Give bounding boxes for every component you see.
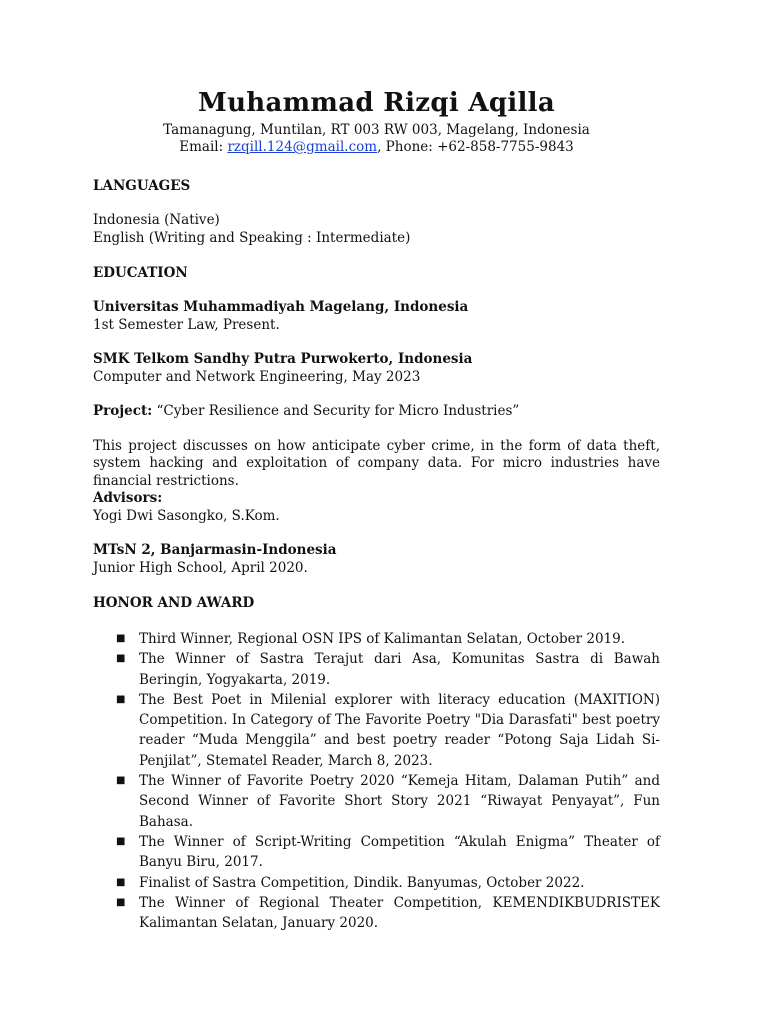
language-item: English (Writing and Speaking : Intermediate) — [93, 229, 411, 246]
school-detail: Computer and Network Engineering, May 2023 — [93, 368, 421, 385]
bullet-icon: ■ — [116, 693, 126, 705]
bullet-icon: ■ — [116, 775, 126, 787]
award-text: The Winner of Script-Writing Competition “Akulah Enigma” Theater of Banyu Biru, 2017. — [139, 833, 660, 871]
resume-page — [93, 84, 660, 933]
project-title: “Cyber Resilience and Security for Micro Industries” — [152, 403, 520, 419]
list-item — [93, 893, 660, 934]
education-heading: EDUCATION — [93, 265, 188, 281]
bullet-icon: ■ — [116, 653, 126, 665]
award-text: The Winner of Sastra Terajut dari Asa, Komunitas Sastra di Bawah Beringin, Yogyakarta, 2019. — [139, 651, 660, 688]
contact-line — [93, 139, 660, 156]
award-text: Third Winner, Regional OSN IPS of Kalimantan Selatan, October 2019. — [139, 631, 626, 647]
languages-heading: LANGUAGES — [93, 178, 191, 194]
project-description: This project discusses on how anticipate cyber crime, in the form of data theft, system hacking and exploitation of company data. For micro industries have financial restrictions. — [93, 437, 660, 489]
advisors-label: Advisors: — [93, 490, 163, 506]
bullet-icon: ■ — [116, 633, 126, 644]
awards-list — [93, 629, 660, 933]
list-item — [93, 771, 660, 832]
address-line: Tamanagung, Muntilan, RT 003 RW 003, Magelang, Indonesia — [163, 122, 590, 138]
school-name: SMK Telkom Sandhy Putra Purwokerto, Indonesia — [93, 351, 473, 367]
email-prefix: Email: — [179, 139, 228, 155]
list-item — [93, 649, 660, 690]
award-text: The Best Poet in Milenial explorer with literacy education (MAXITION) Competition. In Category of The Favorite Poetry "Dia Darasfati" best poetry reader “Muda Menggila” and best poetry reader “Potong Saja Lidah Si-Penjilat”, Stematel Reader, March 8, 2023. — [139, 691, 660, 769]
bullet-icon: ■ — [116, 835, 126, 847]
school-name: Universitas Muhammadiyah Magelang, Indonesia — [93, 299, 469, 315]
bullet-icon: ■ — [116, 896, 126, 908]
award-text: The Winner of Regional Theater Competition, KEMENDIKBUDRISTEK Kalimantan Selatan, January 2020. — [139, 894, 660, 932]
school-detail: 1st Semester Law, Present. — [93, 316, 280, 333]
bullet-icon: ■ — [116, 876, 126, 888]
award-text: The Winner of Favorite Poetry 2020 “Kemeja Hitam, Dalaman Putih” and Second Winner of Favorite Short Story 2021 “Riwayat Penyayat”, Fun Bahasa. — [139, 773, 660, 830]
school-name: MTsN 2, Banjarmasin-Indonesia — [93, 542, 337, 558]
language-item: Indonesia (Native) — [93, 212, 220, 228]
school-detail: Junior High School, April 2020. — [93, 559, 308, 576]
project-label: Project: — [93, 403, 153, 419]
phone-text: , Phone: +62-858-7755-9843 — [377, 139, 574, 155]
award-text: Finalist of Sastra Competition, Dindik. Banyumas, October 2022. — [139, 874, 585, 891]
list-item — [93, 629, 660, 649]
honors-heading: HONOR AND AWARD — [93, 595, 255, 611]
email-link[interactable]: rzqill.124@gmail.com — [227, 139, 378, 155]
list-item — [93, 832, 660, 873]
candidate-name: Muhammad Rizqi Aqilla — [197, 88, 556, 118]
list-item — [93, 873, 660, 893]
list-item — [93, 690, 660, 771]
project-line — [93, 403, 660, 421]
advisor-name: Yogi Dwi Sasongko, S.Kom. — [93, 507, 280, 524]
